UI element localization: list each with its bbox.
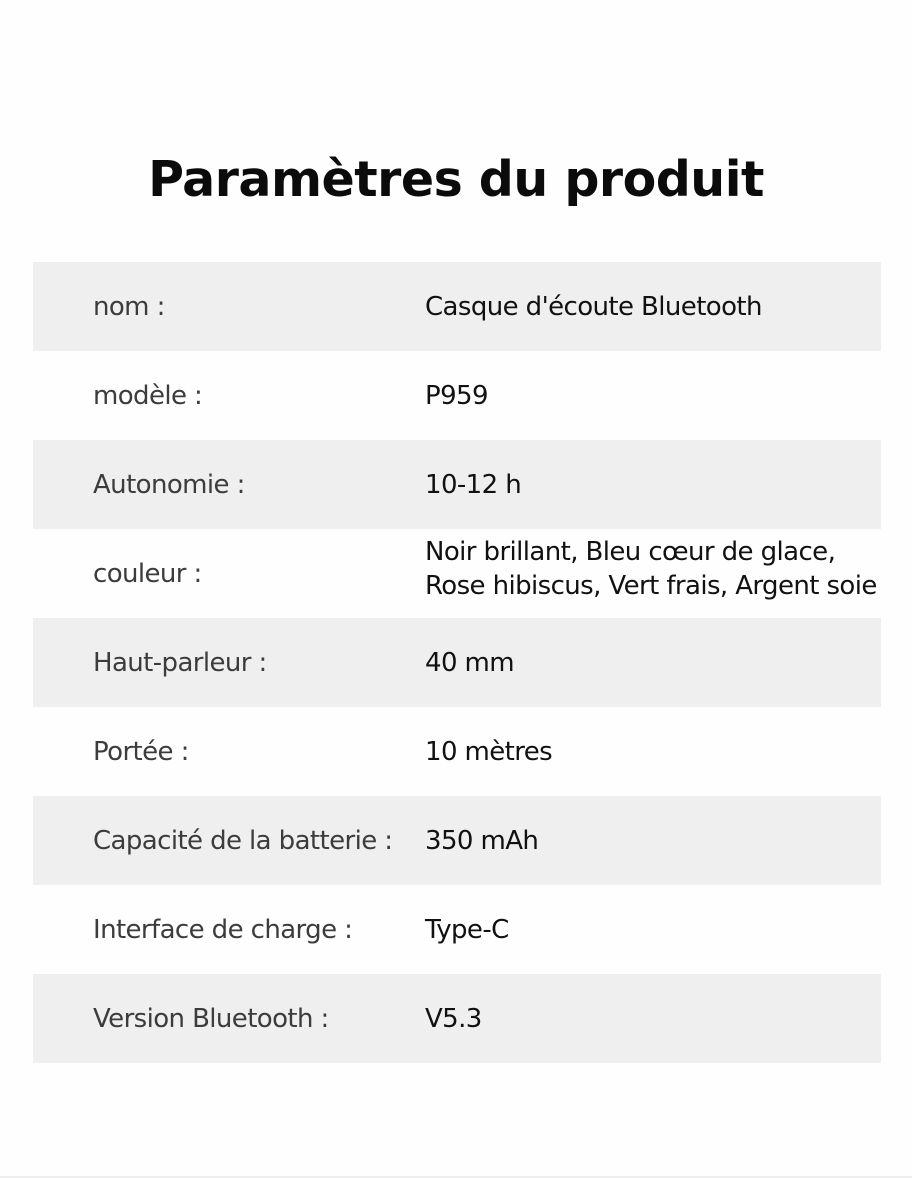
spec-label: Interface de charge : [93,914,353,945]
spec-label: Autonomie : [93,469,245,500]
spec-value: 350 mAh [425,825,539,856]
spec-value: 10-12 h [425,469,522,500]
spec-row-version-bluetooth [33,974,881,1063]
spec-value: Casque d'écoute Bluetooth [425,291,762,322]
spec-row-nom [33,262,881,351]
spec-value: Type-C [425,914,509,945]
spec-value-line: Noir brillant, Bleu cœur de glace, [425,536,836,567]
spec-value: 10 mètres [425,736,553,767]
spec-row-couleur [33,529,881,618]
spec-label: Haut-parleur : [93,647,267,678]
spec-row-capacite-batterie [33,796,881,885]
spec-row-haut-parleur [33,618,881,707]
spec-label: Capacité de la batterie : [93,825,393,856]
spec-label: couleur : [93,558,202,589]
spec-value: V5.3 [425,1003,482,1034]
page-title: Paramètres du produit [148,151,764,208]
spec-label: Portée : [93,736,189,767]
spec-label: nom : [93,291,165,322]
spec-row-interface-charge [33,885,881,974]
spec-label: Version Bluetooth : [93,1003,329,1034]
spec-value: P959 [425,380,488,411]
spec-row-autonomie [33,440,881,529]
spec-row-portee [33,707,881,796]
spec-value [425,524,877,613]
spec-table [33,262,881,1063]
spec-label: modèle : [93,380,203,411]
spec-value-line: Rose hibiscus, Vert frais, Argent soie [425,570,877,601]
spec-value: 40 mm [425,647,515,678]
spec-row-modele [33,351,881,440]
